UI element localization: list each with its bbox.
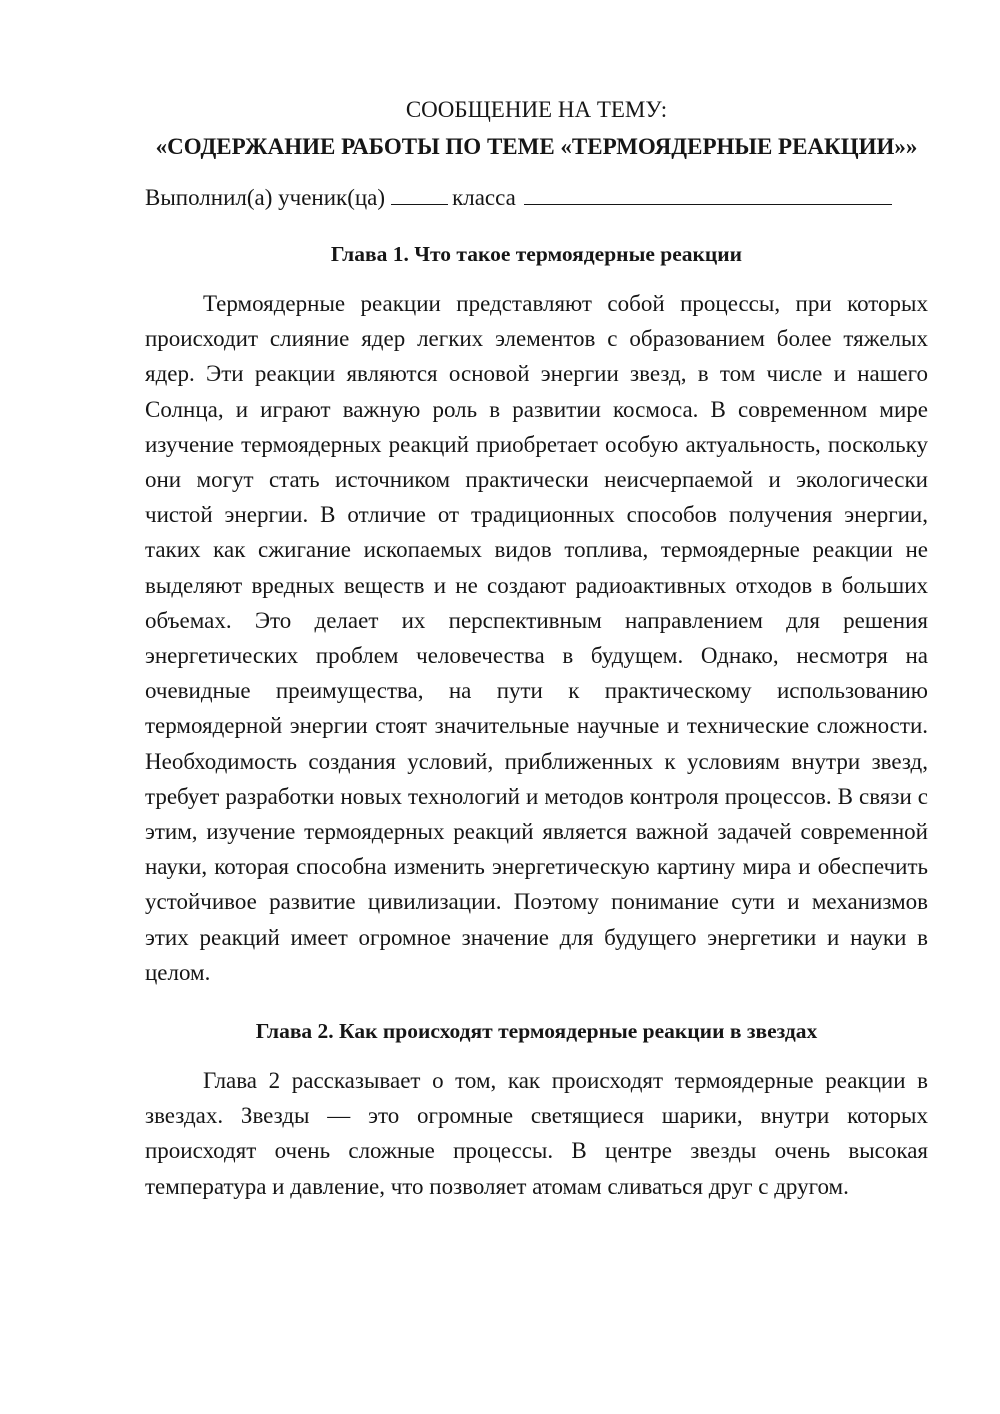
document-title: «СОДЕРЖАНИЕ РАБОТЫ ПО ТЕМЕ «ТЕРМОЯДЕРНЫЕ РЕАКЦИИ»»	[155, 134, 918, 159]
chapter-1-paragraph: Термоядерные реакции представляют собой процессы, при которых происходит слияние ядер легких элементов с образованием более тяжелых ядер. Эти реакции являются основой энергии звезд, в том числе и нашего Солнца, и играют важную роль в развитии космоса. В современном мире изучение термоядерных реакций приобретает особую актуальность, поскольку они могут стать источником практически неисчерпаемой и экологически чистой энергии. В отличие от традиционных способов получения энергии, таких как сжигание ископаемых видов топлива, термоядерные реакции не выделяют вредных веществ и не создают радиоактивных отходов в больших объемах. Это делает их перспективным направлением для решения энергетических проблем человечества в будущем. Однако, несмотря на очевидные преимущества, на пути к практическому использованию термоядерной энергии стоят значительные научные и технические сложности. Необходимость создания условий, приближенных к условиям внутри звезд, требует разработки новых технологий и методов контроля процессов. В связи с этим, изучение термоядерных реакций является важной задачей современной науки, которая способна изменить энергетическую картину мира и обеспечить устойчивое развитие цивилизации. Поэтому понимание сути и механизмов этих реакций имеет огромное значение для будущего энергетики и науки в целом.	[145, 291, 928, 985]
student-name-blank	[524, 182, 892, 205]
class-label: класса	[452, 185, 516, 210]
document-page	[145, 92, 928, 1204]
chapter-2-paragraph: Глава 2 рассказывает о том, как происходят термоядерные реакции в звездах. Звезды — это огромные светящиеся шарики, внутри которых происходят очень сложные процессы. В центре звезды очень высокая температура и давление, что позволяет атомам сливаться друг с другом.	[145, 1068, 928, 1199]
class-number-blank	[391, 182, 448, 205]
performed-by-label: Выполнил(а) ученик(ца)	[145, 185, 386, 210]
chapter-2-title: Глава 2. Как происходят термоядерные реакции в звездах	[255, 1019, 818, 1044]
topic-label: СООБЩЕНИЕ НА ТЕМУ:	[405, 97, 668, 122]
chapter-1-title: Глава 1. Что такое термоядерные реакции	[330, 242, 743, 266]
student-info-line	[145, 180, 928, 215]
